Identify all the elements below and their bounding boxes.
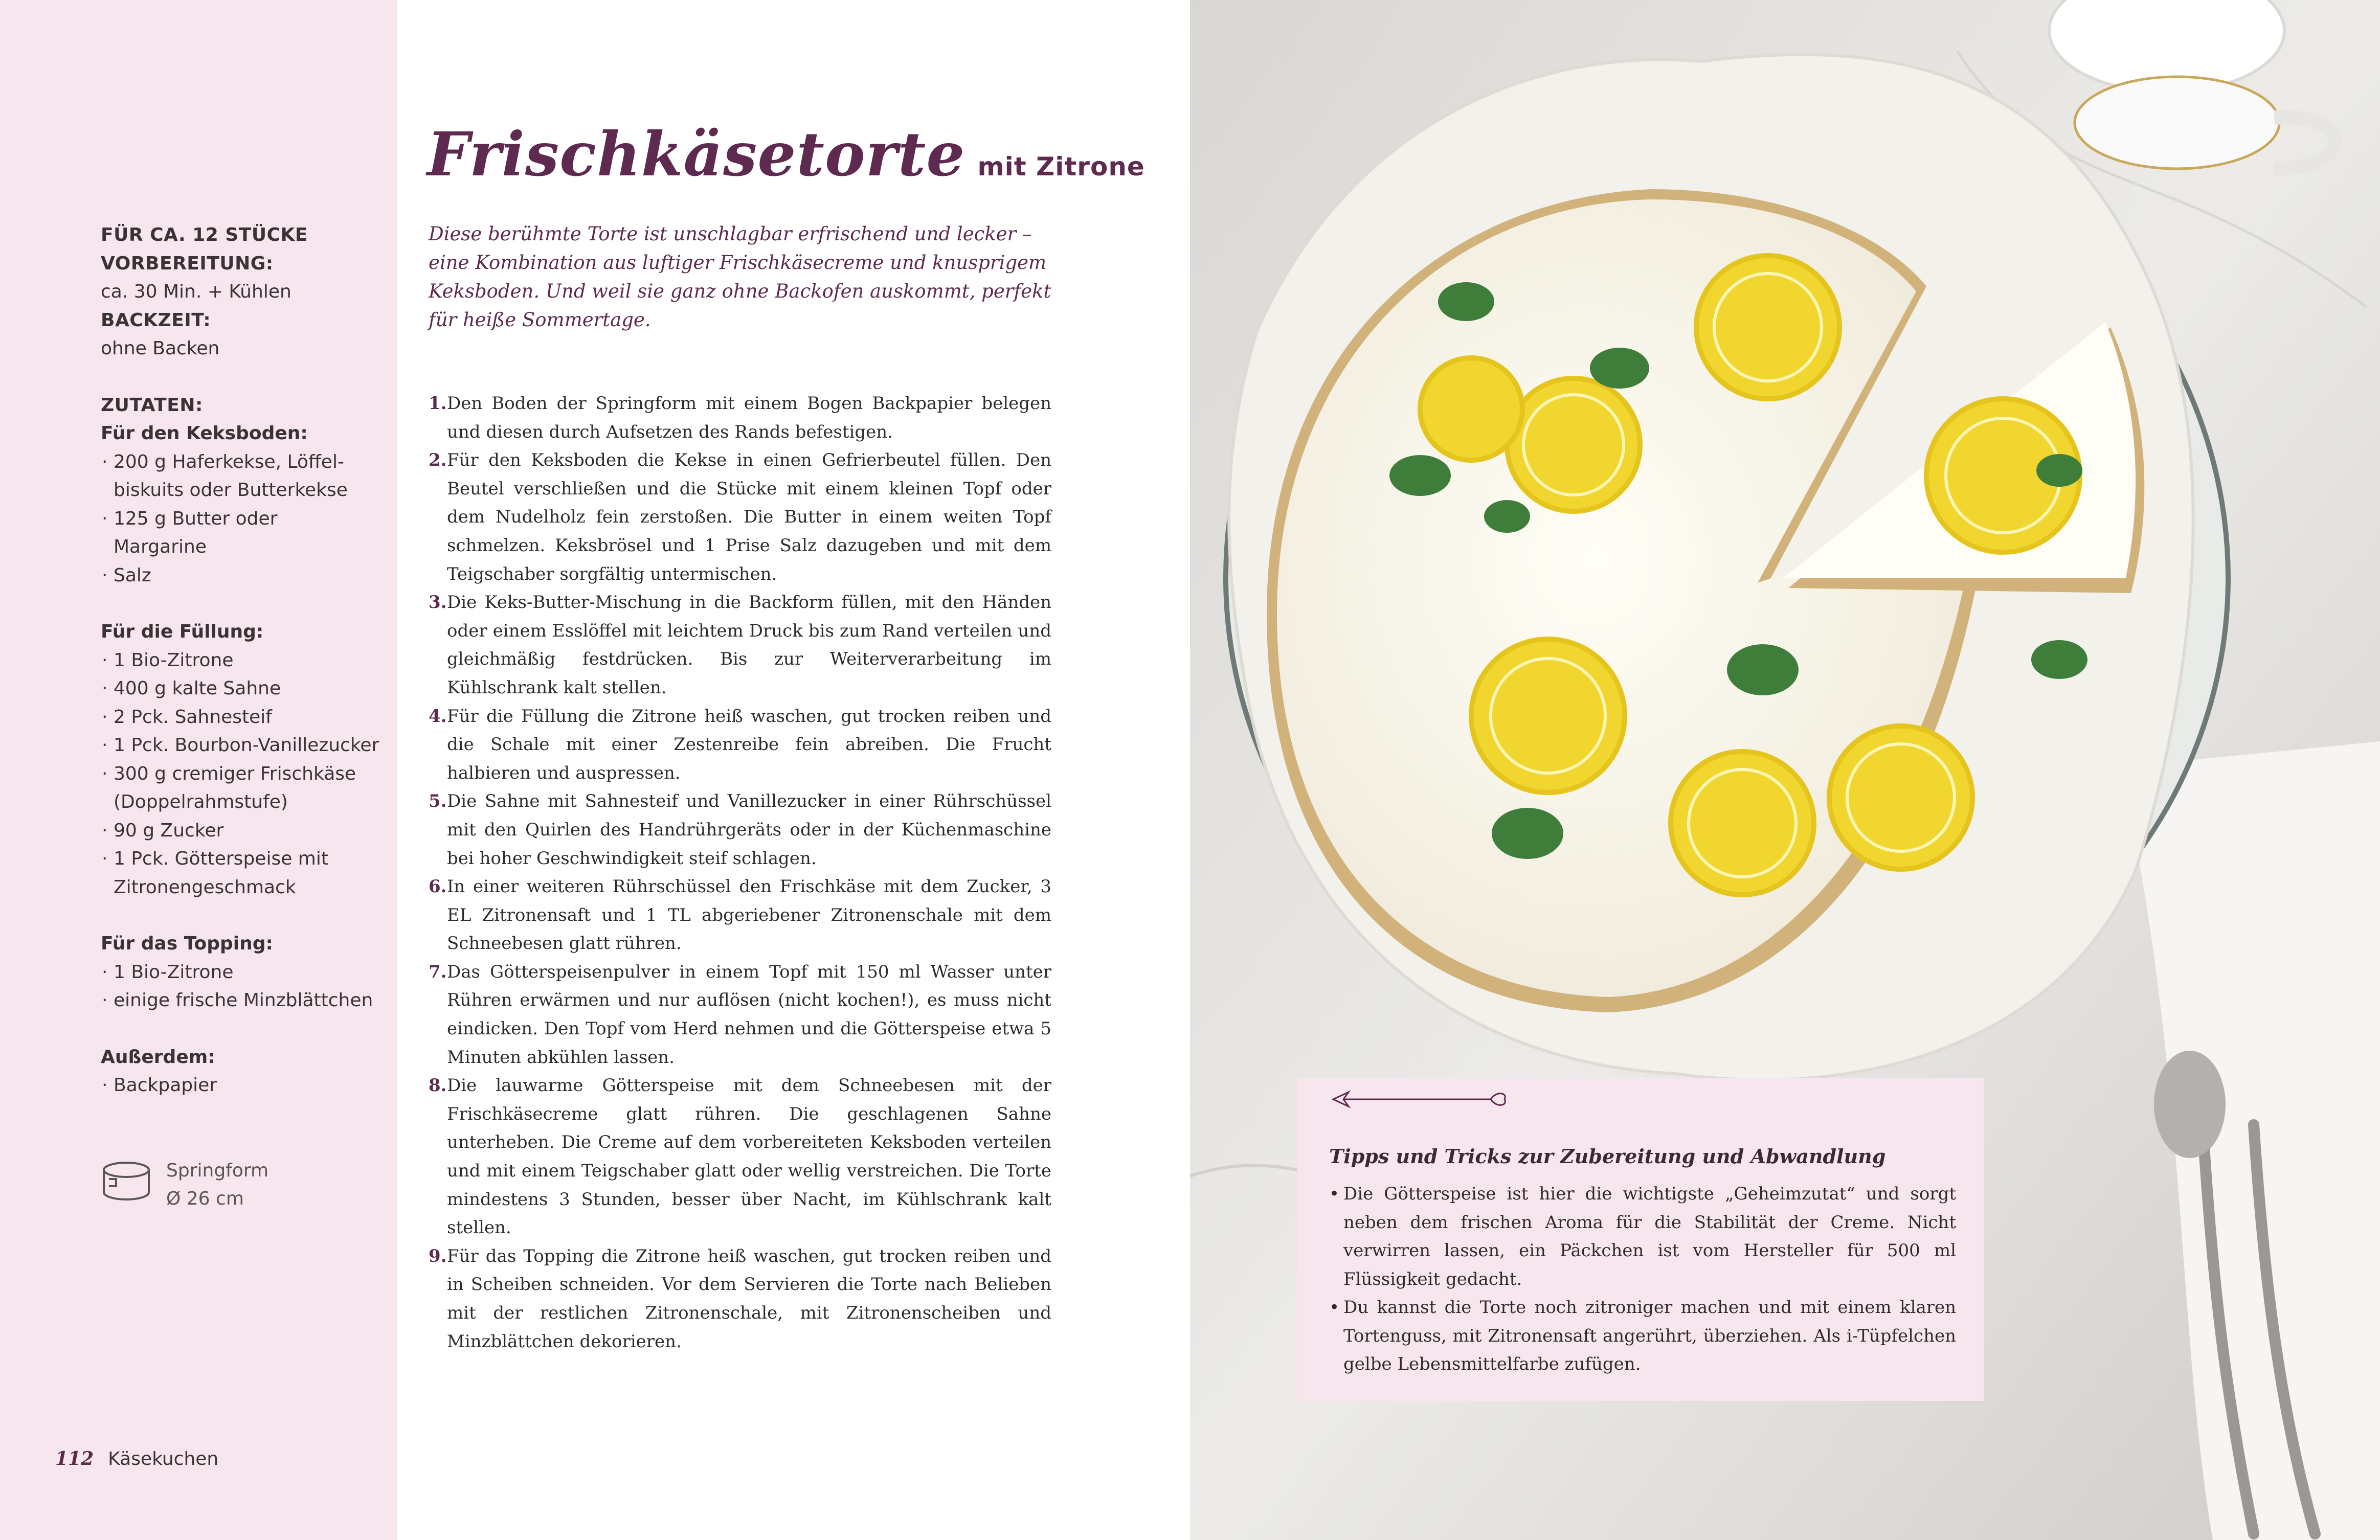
- recipe-step: 9. Für das Topping die Zitrone heiß waschen, gut trocken reiben und in Scheiben schneiden. Vor dem Servieren die Torte nach Belieben mit der restlichen Zitronenschale, mit Zitronenscheiben und Minzblättchen dekorieren.: [429, 1245, 1051, 1352]
- ingredient-group-title: Außerdem:: [101, 1046, 215, 1068]
- ingredient-group-title: Für den Keksboden:: [101, 423, 308, 444]
- ingredient-group-title: Für die Füllung:: [101, 621, 264, 642]
- page-footer: [55, 1445, 218, 1473]
- tips-list: [1329, 1180, 1956, 1379]
- ingredient-item: · einige frische Minzblättchen: [101, 986, 387, 1015]
- ingredient-item: · 1 Pck. Götterspeise mit: [101, 845, 387, 873]
- ingredient-item-cont: biskuits oder Butterkekse: [114, 480, 348, 501]
- prep-value: ca. 30 Min. + Kühlen: [101, 281, 291, 302]
- recipe-step: 4. Für die Füllung die Zitrone heiß waschen, gut trocken reiben und die Schale mit einer Zestenreibe fein abreiben. Die Frucht halbieren und auspressen.: [429, 706, 1051, 783]
- arrow-ornament-icon: [1328, 1088, 1512, 1111]
- prep-label: VORBEREITUNG:: [101, 253, 274, 274]
- ingredient-group-title: Für das Topping:: [101, 933, 273, 954]
- ingredient-item: · Salz: [101, 561, 387, 590]
- recipe-step: 6. In einer weiteren Rührschüssel den Frischkäse mit dem Zucker, 3 EL Zitronensaft und 1 TL abgeriebener Zitronenschale mit dem Schneebesen glatt rühren.: [429, 876, 1051, 954]
- servings-label: FÜR CA. 12 STÜCKE: [101, 224, 308, 245]
- tips-box: [1297, 1078, 1984, 1401]
- recipe-steps: [429, 390, 1051, 1356]
- ingredient-item: · 90 g Zucker: [101, 817, 387, 845]
- springform-icon: [101, 1157, 152, 1208]
- ingredient-item: · 125 g Butter oder: [101, 505, 387, 533]
- pan-size: [166, 1157, 268, 1213]
- ingredient-item: · 400 g kalte Sahne: [101, 674, 387, 703]
- bake-label: BACKZEIT:: [101, 309, 211, 331]
- ingredient-item: · 300 g cremiger Frischkäse: [101, 760, 387, 788]
- ingredient-item: · 1 Bio-Zitrone: [101, 958, 387, 987]
- tip-item: • Du kannst die Torte noch zitroniger machen und mit einem klaren Tortenguss, mit Zitronensaft angerührt, überziehen. Als i-Tüpfelchen gelbe Lebensmittelfarbe zufügen.: [1329, 1294, 1956, 1379]
- recipe-step: 2. Für den Keksboden die Kekse in einen Gefrierbeutel füllen. Den Beutel verschließen und die Stücke mit einem kleinen Topf oder dem Nudelholz fein zerstoßen. Die Butter in einem weiten Topf schmelzen. Keksbrösel und 1 Prise Salz dazugeben und mit dem Teigschaber sorgfältig untermischen.: [429, 450, 1051, 584]
- ingredient-item: · Backpapier: [101, 1071, 387, 1100]
- ingredient-item-cont: Zitronengeschmack: [114, 876, 296, 898]
- page-number: 112: [55, 1448, 94, 1469]
- tip-item: • Die Götterspeise ist hier die wichtigste „Geheimzutat“ und sorgt neben dem frischen Aroma für die Stabilität der Creme. Nicht verwirren lassen, ein Päckchen ist vom Hersteller für 500 ml Flüssigkeit gedacht.: [1329, 1180, 1956, 1294]
- ingredient-item-cont: (Doppelrahmstufe): [114, 791, 288, 812]
- pan-type: Springform: [166, 1160, 269, 1181]
- recipe-title: [427, 119, 1145, 190]
- recipe-step: 8. Die lauwarme Götterspeise mit dem Schneebesen mit der Frischkäsecreme glatt rühren. Die geschlagenen Sahne unterheben. Die Creme auf dem vorbereiteten Keksboden verteilen und mit einem Teigschaber glatt oder wellig verstreichen. Die Torte mindestens 3 Stunden, besser über Nacht, im Kühlschrank kalt stellen.: [429, 1075, 1051, 1238]
- recipe-step: 3. Die Keks-Butter-Mischung in die Backform füllen, mit den Händen oder einem Esslöffel mit leichtem Druck bis zum Rand verteilen und gleichmäßig festdrücken. Bis zur Weiterverarbeitung im Kühlschrank kalt stellen.: [429, 592, 1051, 698]
- section-name: Käsekuchen: [108, 1448, 219, 1469]
- bake-value: ohne Backen: [101, 338, 220, 359]
- ingredient-item-cont: Margarine: [114, 536, 207, 557]
- recipe-step: 7. Das Götterspeisenpulver in einem Topf mit 150 ml Wasser unter Rühren erwärmen und nur auflösen (nicht kochen!), es muss nicht eindicken. Den Topf vom Herd nehmen und die Götterspeise etwa 5 Minuten abkühlen lassen.: [429, 961, 1051, 1068]
- recipe-intro: Diese berühmte Torte ist unschlagbar erfrischend und lecker – eine Kombination aus luftiger Frischkäsecreme und knusprigem Keksboden. Und weil sie ganz ohne Backofen auskommt, perfekt für heiße Sommertage.: [429, 223, 1051, 331]
- ingredients-label: ZUTATEN:: [101, 394, 203, 416]
- ingredient-item: · 1 Pck. Bourbon-Vanillezucker: [101, 731, 387, 760]
- ingredient-item: · 2 Pck. Sahnesteif: [101, 703, 387, 732]
- ingredient-item: · 1 Bio-Zitrone: [101, 646, 387, 675]
- ingredient-item: · 200 g Haferkekse, Löffel-: [101, 448, 387, 477]
- recipe-step: 5. Die Sahne mit Sahnesteif und Vanillezucker in einer Rührschüssel mit den Quirlen des Handrührgeräts oder in der Küchenmaschine bei hoher Geschwindigkeit steif schlagen.: [429, 791, 1051, 869]
- tips-title: Tipps und Tricks zur Zubereitung und Abwandlung: [1329, 1145, 1886, 1168]
- pan-diameter: Ø 26 cm: [166, 1188, 244, 1209]
- recipe-title-suffix: mit Zitrone: [977, 152, 1145, 182]
- recipe-meta: [101, 221, 387, 1100]
- recipe-step: 1. Den Boden der Springform mit einem Bogen Backpapier belegen und diesen durch Aufsetzen des Rands befestigen.: [429, 393, 1051, 442]
- recipe-title-main: Frischkäsetorte: [427, 119, 966, 190]
